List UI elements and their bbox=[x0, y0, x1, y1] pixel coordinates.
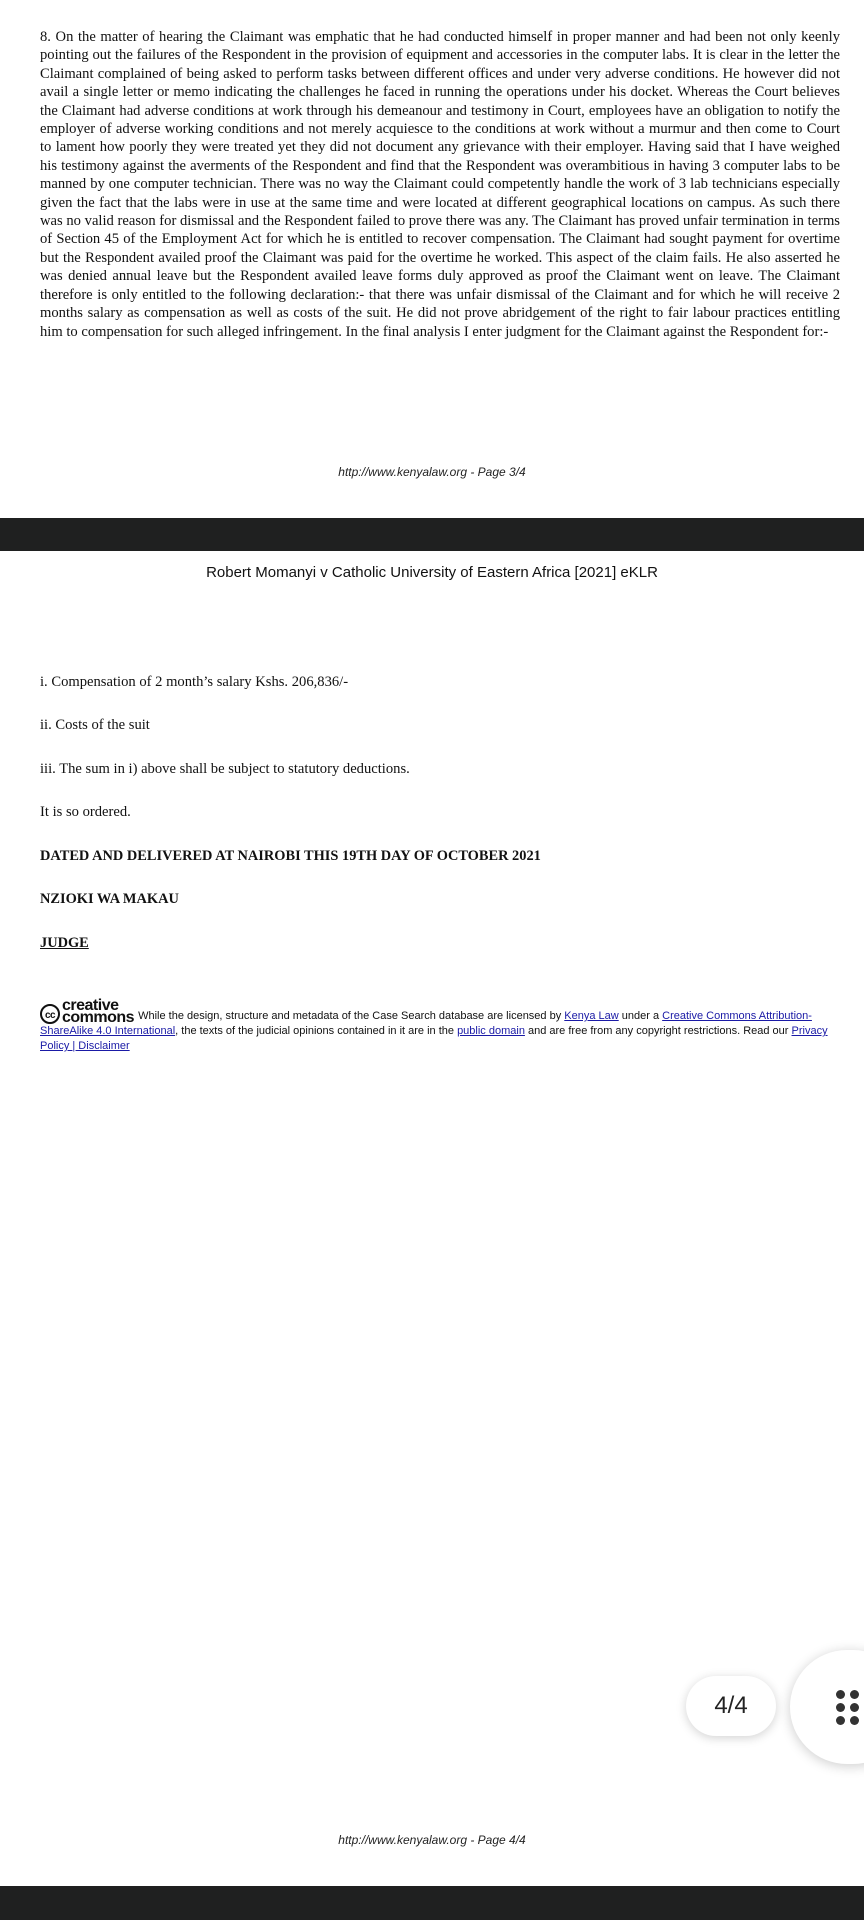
privacy-disclaimer-link[interactable]: Privacy Policy | Disclaimer bbox=[40, 1025, 828, 1052]
bottom-bar bbox=[0, 1886, 864, 1920]
order-item: iii. The sum in i) above shall be subject to statutory deductions. bbox=[40, 761, 410, 777]
dated-delivered-line: DATED AND DELIVERED AT NAIROBI THIS 19TH DAY OF OCTOBER 2021 bbox=[40, 848, 541, 864]
creative-commons-logo bbox=[40, 997, 135, 1026]
license-text: under a bbox=[618, 1010, 663, 1022]
kenya-law-link[interactable]: Kenya Law bbox=[564, 1010, 619, 1022]
page-indicator[interactable]: 4/4 bbox=[686, 1676, 776, 1736]
grid-dots-icon[interactable] bbox=[836, 1690, 864, 1726]
license-notice bbox=[40, 997, 850, 1054]
public-domain-link[interactable]: public domain bbox=[457, 1025, 525, 1037]
page-separator bbox=[0, 518, 864, 551]
license-text: and are free from any copyright restrictions. Read our bbox=[524, 1025, 792, 1037]
document-header: Robert Momanyi v Catholic University of Eastern Africa [2021] eKLR bbox=[206, 564, 658, 581]
cc-icon: cc bbox=[40, 1004, 60, 1024]
cc-license-link[interactable]: Creative Commons Attribution-ShareAlike 4.0 International bbox=[40, 1010, 812, 1037]
so-ordered-text: It is so ordered. bbox=[40, 804, 131, 820]
judgment-paragraph-8: 8. On the matter of hearing the Claimant was emphatic that he had conducted himself in proper manner and had been not only keenly pointing out the failures of the Respondent in the provision of equipment and accessories in the computer labs. It is clear in the letter the Claimant complained of being asked to perform tasks between different offices and under very adverse conditions. He however did not avail a single letter or memo indicating the challenges he faced in running the operations under his docket. Whereas the Court believes the Claimant had adverse conditions at work through his demeanour and testimony in Court, employees have an obligation to notify the employer of adverse working conditions and not merely acquiesce to the conditions at work without a murmur and then come to Court to lament how poorly they were treated yet they did not document any grievance with their employer. Having said that I have weighed his testimony against the averments of the Respondent and find that the Respondent was overambitious in having 3 computer labs to be manned by one computer technician. There was no way the Claimant could competently handle the work of 3 lab technicians especially given the fact that the labs were in use at the same time and were located at different geographical locations on campus. As such there was no valid reason for dismissal and the Respondent failed to prove there was any. The Claimant has proved unfair termination in terms of Section 45 of the Employment Act for which he is entitled to recover compensation. The Claimant had sought payment for overtime but the Respondent availed proof the Claimant was paid for the overtime he worked. This aspect of the claim fails. He also asserted he was denied annual leave but the Respondent availed leave forms duly approved as proof the Claimant went on leave. The Claimant therefore is only entitled to the following declaration:- that there was unfair dismissal of the Claimant and for which he will receive 2 months salary as compensation as well as costs of the suit. He did not prove abridgement of the right to fair labour practices entitling him to compensation for such alleged infringement. In the final analysis I enter judgment for the Claimant against the Respondent for:- bbox=[40, 29, 840, 340]
order-item: i. Compensation of 2 month’s salary Kshs. 206,836/- bbox=[40, 674, 349, 690]
page-3 bbox=[0, 0, 864, 518]
license-text: While the design, structure and metadata of the Case Search database are licensed by bbox=[138, 1010, 565, 1022]
judge-name: NZIOKI WA MAKAU bbox=[40, 891, 179, 907]
cc-word-commons: commons bbox=[62, 1009, 135, 1026]
page-4-footer: http://www.kenyalaw.org - Page 4/4 bbox=[338, 1833, 526, 1847]
order-item: ii. Costs of the suit bbox=[40, 717, 150, 733]
judge-title: JUDGE bbox=[40, 935, 89, 951]
cc-word-creative: creative bbox=[62, 997, 119, 1014]
page-3-footer: http://www.kenyalaw.org - Page 3/4 bbox=[338, 465, 526, 479]
license-text: , the texts of the judicial opinions contained in it are in the bbox=[175, 1025, 458, 1037]
